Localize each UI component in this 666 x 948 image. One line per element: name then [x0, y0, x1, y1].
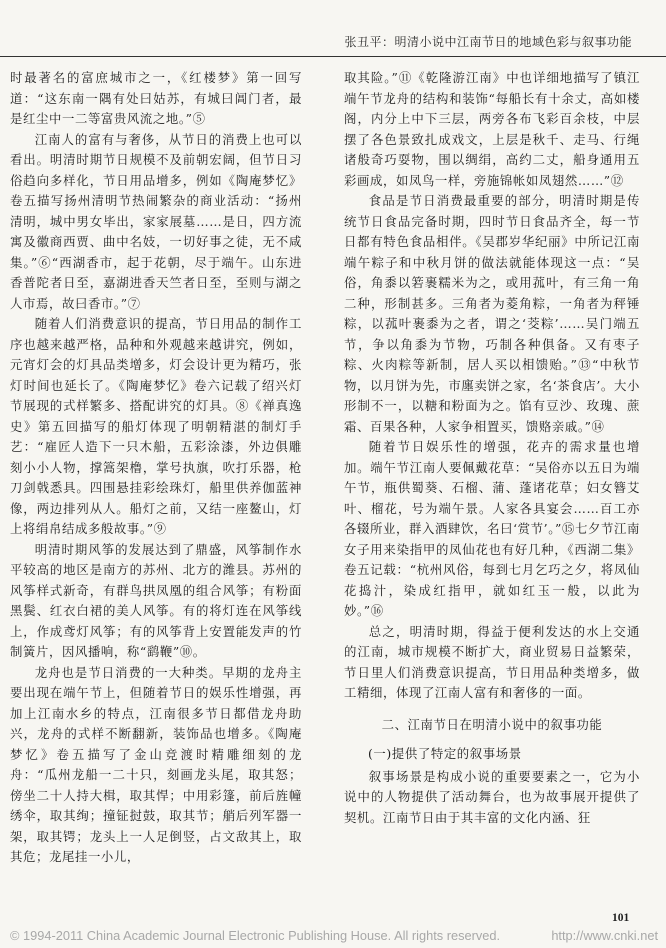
paragraph: 时最著名的富庶城市之一，《红楼梦》第一回写道：“这东南一隅有处曰姑苏，有城曰阊门者，最是红尘中一二等富贵风流之地。”⑤	[10, 70, 302, 126]
subsection-heading: (一)提供了特定的叙事场景	[368, 746, 522, 761]
footer-copyright: © 1994-2011 China Academic Journal Electronic Publishing House. All rights reserved.	[10, 928, 501, 943]
paragraph: 江南人的富有与奢侈，从节日的消费上也可以看出。明清时期节日规模不及前朝宏阔，但节日习俗趋向多样化，节日用品增多，例如《陶庵梦忆》卷五描写扬州清明节热闹繁杂的商业活动：“扬州清明，城中男女毕出，家家展墓……是日，四方流寓及徽商西贾、曲中名妓，一切好事之徒，无不咸集。”⑥“西湖香市，起于花朝，尽于端午。山东进香普陀者日至，嘉湖进香天竺者日至，至则与湖之人市焉，故曰香市。”⑦	[10, 131, 302, 311]
paragraph: 明清时期风筝的发展达到了鼎盛，风筝制作水平较高的地区是南方的苏州、北方的潍县。苏州的风筝样式新奇，有群鸟拱凤凰的组合风筝；有粉面黑鬓、红衣白裙的美人风筝。有的将灯连在风筝线上，作成鸢灯风筝；有的风筝背上安置能发声的竹制簧片，因风播响，称“鹞鞭”⑩。	[10, 541, 302, 659]
paragraph: 总之，明清时期，得益于便利发达的水上交通的江南，城市规模不断扩大，商业贸易日益繁荣，节日里人们消费意识提高，节日用品种类增多，做工精细，体现了江南人富有和奢侈的一面。	[344, 623, 640, 700]
section-heading: 二、江南节日在明清小说中的叙事功能	[381, 716, 603, 732]
paragraph: 叙事场景是构成小说的重要要素之一，它为小说中的人物提供了活动舞台，也为故事展开提供了契机。江南节日由于其丰富的文化内涵、狂	[344, 768, 640, 825]
paragraph: 随着人们消费意识的提高，节日用品的制作工序也越来越严格，品种和外观越来越讲究，例如，元宵灯会的灯具品类增多，灯会设计更为精巧，张灯时间也延长了。《陶庵梦忆》卷六记载了绍兴灯节展现的式样繁多、搭配讲究的灯具。⑧《禅真逸史》第五回描写的船灯体现了明朝精湛的制灯手艺：“雇匠人造下一只木船，五彩涂漆，外边俱雕刻小小人物，撑篙架橹，掌号执旗，吹打乐器，枪刀剑戟悉具。四围悬挂彩绘珠灯，船里供养伽蓝神像，两边排列从人。船灯之前，又结一座鳌山，灯上将绢帛结成多般故事。”⑨	[10, 316, 302, 536]
paragraph: 龙舟也是节日消费的一大种类。早期的龙舟主要出现在端午节上，但随着节日的娱乐性增强，再加上江南水乡的特点，江南很多节日都借龙舟助兴，龙舟的式样不断翻新，装饰品也增多。《陶庵梦忆》卷五描写了金山竞渡时精雕细刻的龙舟：“瓜州龙船一二十只，刻画龙头尾，取其怒；傍坐二十人持大楫，取其悍；中用彩篷，前后旌幢绣伞，取其绚；撞钲挝鼓，取其节；艄后列军器一架，取其锷；龙头上一人足倒竖，占文敌其上，取其危；龙尾挂一小儿，	[10, 664, 302, 864]
running-title: 张丑平：明清小说中江南节日的地域色彩与叙事功能	[344, 35, 632, 49]
running-header	[0, 0, 666, 66]
header-rule	[0, 56, 666, 57]
footer-url: http://www.cnki.net	[551, 928, 658, 943]
right-column	[344, 68, 640, 828]
paragraph: 取其险。”⑪《乾隆游江南》中也详细地描写了镇江端午节龙舟的结构和装饰“每船长有十余丈，高如楼阁，内分上中下三层，两旁各布飞彩百余枝，中层摆了各色景致扎成戏文，上层是秋千、走马、行绳诸般奇巧耍物，围以绸绢，高约二丈，船身通用五彩画成，如凤鸟一样，旁施锦帐如凤翅然……”⑫	[344, 70, 640, 188]
page-number: 101	[612, 912, 630, 924]
paragraph: 食品是节日消费最重要的部分，明清时期是传统节日食品完备时期，四时节日食品齐全，每一节日都有特色食品相伴。《吴郡岁华纪丽》中所记江南端午粽子和中秋月饼的做法就能体现这一点：“吴俗，角黍以箬裹糯米为之，或用菰叶，有三角一角二种，形制甚多。三角者为菱角粽，一角者为秤锤粽，以菰叶裹黍为之者，谓之‘茭粽’……吴门端五节，争以角黍为节物，巧制各种俱备。又有枣子粽、火肉粽等新制，居人买以相馈贻。”⑬“中秋节物，以月饼为先，市廛卖饼之家，名‘茶食店’。大小形制不一，以糖和粉面为之。馅有豆沙、玫瑰、蔗霜、百果各种，人家争相置买，馈赂亲戚。”⑭	[344, 193, 640, 434]
footer	[0, 926, 666, 948]
left-column	[10, 68, 302, 868]
paragraph: 随着节日娱乐性的增强，花卉的需求量也增加。端午节江南人要佩戴花草：“吴俗亦以五日为端午节，瓶供蜀葵、石榴、蒲、蓬诸花草；妇女簪艾叶、榴花，号为端午景。人家各具宴会……百工亦各辍所业，群入酒肆饮，名曰‘赏节’。”⑮七夕节江南女子用来染指甲的凤仙花也有好几种，《西湖二集》卷五记载：“杭州风俗，每到七月乞巧之夕，将凤仙花捣汁，染成红指甲，就如红玉一般，以此为妙。”⑯	[344, 439, 640, 618]
